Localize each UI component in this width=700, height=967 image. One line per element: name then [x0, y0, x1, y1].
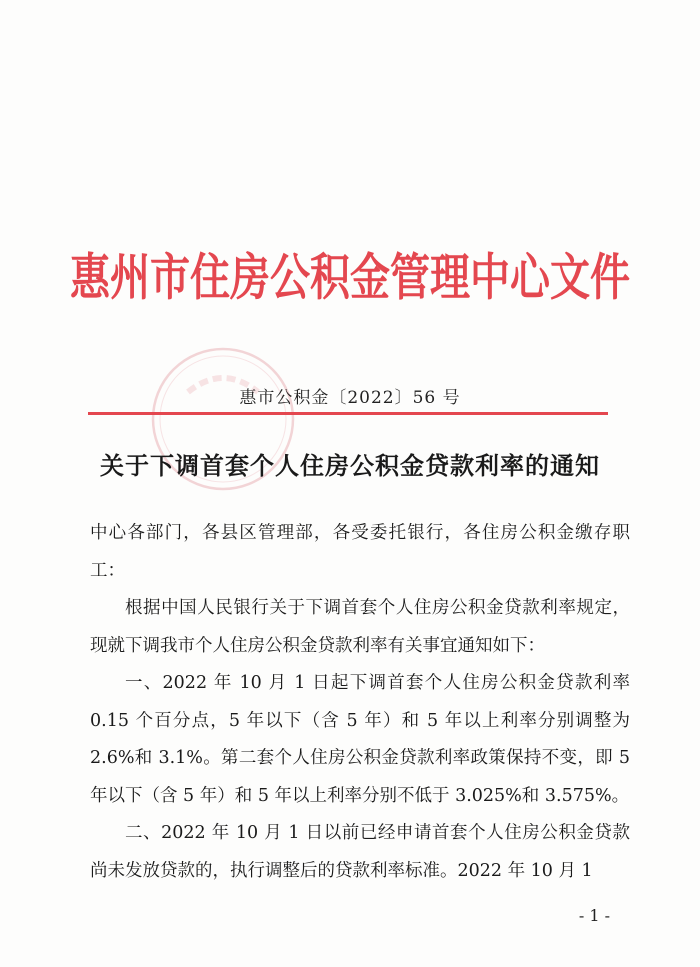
body-paragraph-item-1: 一、2022 年 10 月 1 日起下调首套个人住房公积金贷款利率 0.15 个百分点，5 年以下（含 5 年）和 5 年以上利率分别调整为 2.6%和 3.1%。第二套个人住房公积金贷款利率政策保持不变，即 5 年以下（含 5 年）和 5 年以上利率分别不低于 3.025%和 3.575%。 — [90, 673, 630, 806]
document-number: 惠市公积金〔2022〕56 号 — [239, 388, 461, 408]
page-number: - 1 - — [578, 906, 610, 925]
notice-title: 关于下调首套个人住房公积金贷款利率的通知 — [100, 452, 600, 480]
document-header-title: 惠州市住房公积金管理中心文件 — [70, 249, 630, 307]
addressee-paragraph: 中心各部门，各县区管理部，各受委托银行，各住房公积金缴存职工： — [90, 523, 630, 581]
body-paragraph-item-2: 二、2022 年 10 月 1 日以前已经申请首套个人住房公积金贷款尚未发放贷款的，执行调整后的贷款利率标准。2022 年 10 月 1 — [90, 823, 630, 881]
red-divider-line — [88, 412, 608, 415]
document-body — [90, 515, 630, 890]
body-paragraph-intro: 根据中国人民银行关于下调首套个人住房公积金贷款利率规定，现就下调我市个人住房公积金贷款利率有关事宜通知如下： — [90, 598, 630, 656]
